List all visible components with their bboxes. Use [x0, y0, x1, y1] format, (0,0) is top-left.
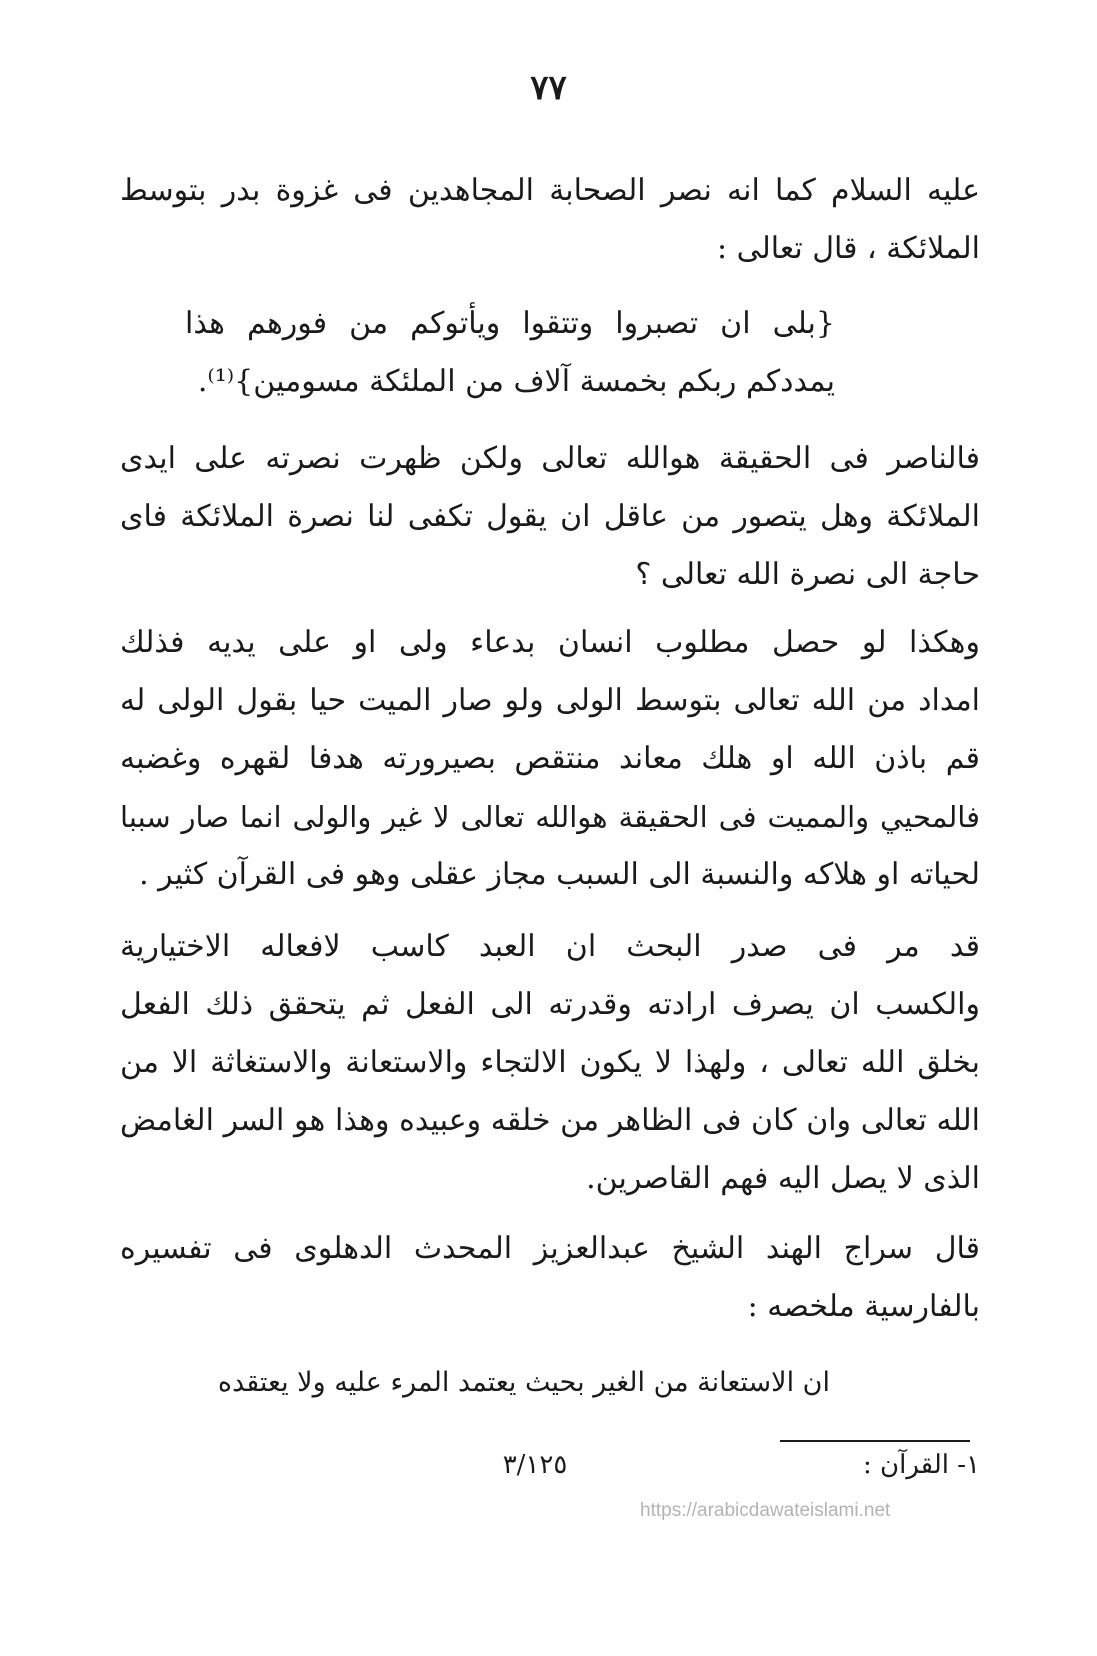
text-line: الملائكة وهل يتصور من عاقل ان يقول تكفى لنا نصرة الملائكة فاى: [120, 499, 980, 534]
paragraph-3: [120, 614, 980, 904]
text-line: امداد من الله تعالى بتوسط الولى ولو صار الميت حيا بقول الولى له: [120, 683, 980, 718]
text-line: الملائكة ، قال تعالى :: [716, 231, 980, 266]
watermark-url: https://arabicdawateislami.net: [640, 1500, 891, 1521]
page-number: ٧٧: [530, 68, 567, 108]
text-line: قم باذن الله او هلك معاند منتقص بصيرورته هدفا لقهره وغضبه: [120, 741, 980, 776]
text-line: قد مر فى صدر البحث ان العبد كاسب لافعاله الاختيارية: [120, 929, 980, 964]
text-line: لحياته او هلاكه والنسبة الى السبب مجاز عقلى وهو فى القرآن كثير .: [139, 857, 980, 892]
text-line: بالفارسية ملخصه :: [747, 1289, 980, 1324]
text-line: قال سراج الهند الشيخ عبدالعزيز المحدث الدهلوى فى تفسيره: [120, 1231, 980, 1266]
verse-line: يمددكم ربكم بخمسة آلاف من الملئكة مسومين}⁽¹⁾.: [197, 364, 835, 399]
paragraph-2: [120, 430, 980, 604]
text-line: فالمحيي والمميت فى الحقيقة هوالله تعالى لا غير والولى انما صار سببا: [120, 800, 980, 834]
text-line: الذى لا يصل اليه فهم القاصرين.: [586, 1161, 980, 1196]
quran-verse: [185, 295, 835, 411]
verse-line: {بلى ان تصبروا وتتقوا ويأتوكم من فورهم هذا: [185, 306, 835, 341]
footnote-divider: [780, 1440, 970, 1442]
text-line: فالناصر فى الحقيقة هوالله تعالى ولكن ظهرت نصرته على ايدى: [120, 441, 980, 476]
text-line: والكسب ان يصرف ارادته وقدرته الى الفعل ثم يتحقق ذلك الفعل: [120, 987, 980, 1022]
footnote-reference: ٣/١٢٥: [502, 1450, 568, 1480]
paragraph-4: [120, 918, 980, 1208]
text-line: الله تعالى وان كان فى الظاهر من خلقه وعبيده وهذا هو السر الغامض: [120, 1103, 980, 1138]
text-line: حاجة الى نصرة الله تعالى ؟: [635, 557, 980, 592]
paragraph-1: [120, 162, 980, 278]
quoted-text: ان الاستعانة من الغير بحيث يعتمد المرء عليه ولا يعتقده: [217, 1367, 830, 1398]
text-line: عليه السلام كما انه نصر الصحابة المجاهدين فى غزوة بدر بتوسط: [120, 173, 980, 208]
paragraph-5: [120, 1220, 980, 1336]
text-line: وهكذا لو حصل مطلوب انسان بدعاء ولى او على يديه فذلك: [120, 625, 980, 660]
text-line: بخلق الله تعالى ، ولهذا لا يكون الالتجاء والاستعانة والاستغاثة الا من: [120, 1045, 980, 1080]
footnote-label: ١- القرآن :: [862, 1450, 980, 1480]
